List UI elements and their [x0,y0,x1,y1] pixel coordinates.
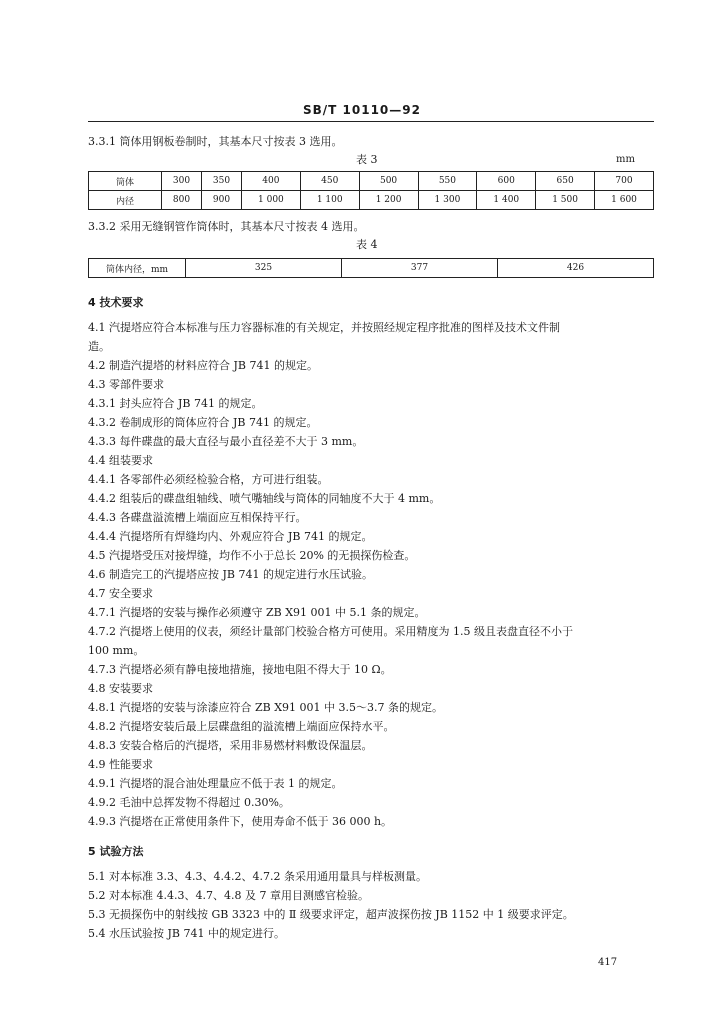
clause-4-7-1: 4.7.1 汽提塔的安装与操作必须遵守 ZB X91 001 中 5.1 条的规定。 [88,606,426,619]
table-3-unit: mm [616,154,635,165]
clause-4-8: 4.8 安装要求 [88,682,153,695]
section-5-title: 5 试验方法 [88,845,144,858]
table-cell: 500 [359,172,418,191]
page-header: SB/T 10110—92 [303,103,421,117]
clause-4-9-1: 4.9.1 汽提塔的混合油处理量应不低于表 1 的规定。 [88,777,343,790]
table-cell: 325 [186,259,342,278]
table-cell: 550 [418,172,477,191]
clause-4-7-3: 4.7.3 汽提塔必须有静电接地措施，接地电阻不得大于 10 Ω。 [88,663,392,676]
clause-4-6: 4.6 制造完工的汽提塔应按 JB 741 的规定进行水压试验。 [88,568,373,581]
clause-4-7-2-line1: 4.7.2 汽提塔上使用的仪表，须经计量部门校验合格方可使用。采用精度为 1.5 级且表盘直径不小于 [88,625,573,638]
table-cell: 400 [241,172,300,191]
table-cell: 1 400 [477,191,536,210]
clause-4-9-2: 4.9.2 毛油中总挥发物不得超过 0.30%。 [88,796,290,809]
table-cell: 800 [162,191,202,210]
table-4 [88,258,654,278]
page-number: 417 [598,957,618,968]
table-row [89,172,654,191]
header-rule [88,121,654,122]
table-3-row2-label: 内径 [89,191,162,210]
table-3 [88,171,654,210]
clause-4-8-1: 4.8.1 汽提塔的安装与涂漆应符合 ZB X91 001 中 3.5～3.7 条的规定。 [88,701,444,714]
clause-4-4-3: 4.4.3 各碟盘溢流槽上端面应互相保持平行。 [88,511,307,524]
table-cell: 1 500 [536,191,595,210]
table-cell: 900 [201,191,241,210]
clause-4-1-line2: 造。 [88,340,110,353]
table-cell: 1 200 [359,191,418,210]
clause-4-3: 4.3 零部件要求 [88,378,164,391]
table-4-label: 筒体内径，mm [89,259,186,278]
clause-5-1: 5.1 对本标准 3.3、4.3、4.4.2、4.7.2 条采用通用量具与样板测量。 [88,870,427,883]
clause-4-3-1: 4.3.1 封头应符合 JB 741 的规定。 [88,397,263,410]
clause-4-3-3: 4.3.3 每件碟盘的最大直径与最小直径差不大于 3 mm。 [88,435,364,448]
table-3-row1-label: 筒体 [89,172,162,191]
table-row [89,191,654,210]
table-cell: 450 [300,172,359,191]
table-4-caption: 表 4 [356,238,378,251]
clause-4-8-3: 4.8.3 安装合格后的汽提塔，采用非易燃材料敷设保温层。 [88,739,373,752]
table-cell: 650 [536,172,595,191]
clause-5-2: 5.2 对本标准 4.4.3、4.7、4.8 及 7 章用目测感官检验。 [88,889,369,902]
table-3-caption: 表 3 [356,153,378,166]
clause-4-4-1: 4.4.1 各零部件必须经检验合格，方可进行组装。 [88,473,329,486]
clause-3-3-2: 3.3.2 采用无缝钢管作筒体时，其基本尺寸按表 4 选用。 [88,220,365,233]
table-cell: 1 300 [418,191,477,210]
clause-4-4-2: 4.4.2 组装后的碟盘组轴线、喷气嘴轴线与筒体的同轴度不大于 4 mm。 [88,492,441,505]
clause-4-5: 4.5 汽提塔受压对接焊缝，均作不小于总长 20% 的无损探伤检查。 [88,549,416,562]
table-cell: 300 [162,172,202,191]
clause-4-1-line1: 4.1 汽提塔应符合本标准与压力容器标准的有关规定，并按照经规定程序批准的图样及技术文件制 [88,321,560,334]
clause-4-9: 4.9 性能要求 [88,758,153,771]
clause-4-2: 4.2 制造汽提塔的材料应符合 JB 741 的规定。 [88,359,318,372]
clause-4-4: 4.4 组装要求 [88,454,153,467]
clause-4-7-2-line2: 100 mm。 [88,644,145,657]
section-4-title: 4 技术要求 [88,296,144,309]
table-row [89,259,654,278]
clause-4-4-4: 4.4.4 汽提塔所有焊缝均内、外观应符合 JB 741 的规定。 [88,530,373,543]
table-cell: 600 [477,172,536,191]
table-cell: 426 [498,259,654,278]
clause-5-4: 5.4 水压试验按 JB 741 中的规定进行。 [88,927,285,940]
clause-4-3-2: 4.3.2 卷制成形的筒体应符合 JB 741 的规定。 [88,416,318,429]
table-cell: 1 000 [241,191,300,210]
clause-4-9-3: 4.9.3 汽提塔在正常使用条件下，使用寿命不低于 36 000 h。 [88,815,393,828]
table-cell: 350 [201,172,241,191]
table-cell: 1 600 [595,191,654,210]
table-cell: 377 [342,259,498,278]
clause-5-3: 5.3 无损探伤中的射线按 GB 3323 中的 Ⅱ 级要求评定，超声波探伤按 JB 1152 中 1 级要求评定。 [88,908,574,921]
table-cell: 700 [595,172,654,191]
table-cell: 1 100 [300,191,359,210]
clause-4-8-2: 4.8.2 汽提塔安装后最上层碟盘组的溢流槽上端面应保持水平。 [88,720,395,733]
clause-4-7: 4.7 安全要求 [88,587,153,600]
clause-3-3-1: 3.3.1 筒体用钢板卷制时，其基本尺寸按表 3 选用。 [88,135,343,148]
